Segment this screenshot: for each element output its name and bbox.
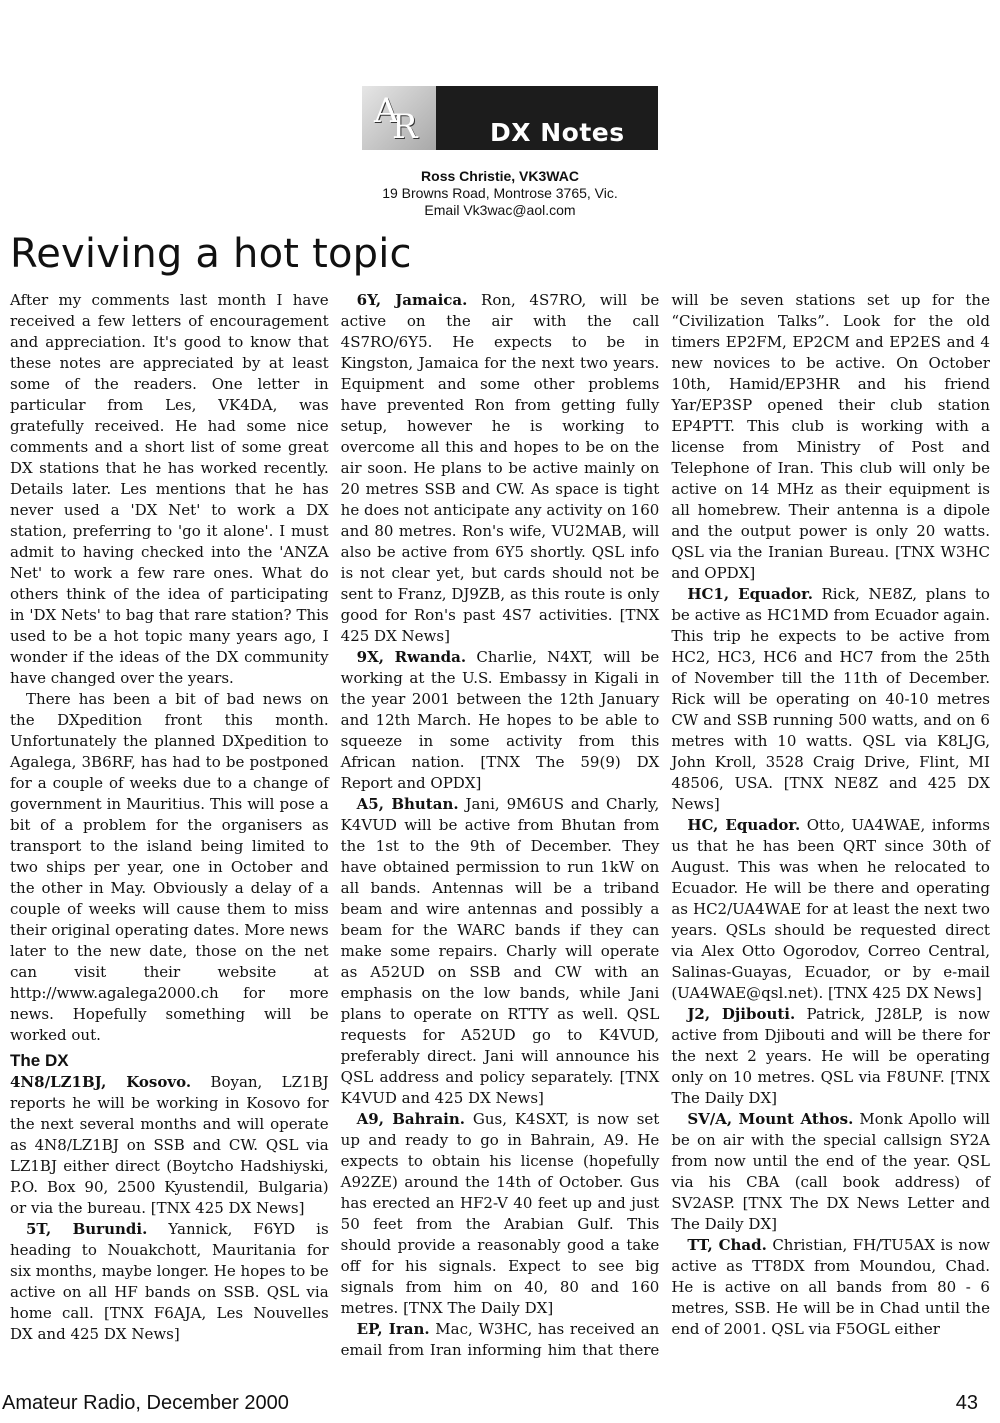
entry-text: Otto, UA4WAE, informs us that he has been QRT since 30th of August. This was when he relocated to Ecuador. He will be there and operating as HC2/UA4WAE for at least the next two years. QSLs should be requested direct via Alex Otto Ogorodov, Correo Central, Salinas-Guayas, Ecuador, or by e-mail (UA4WAE@qsl.net). [TNX 425 DX News] [671, 816, 990, 1002]
entry-lead: SV/A, Mount Athos. [687, 1110, 854, 1128]
dx-entry [10, 1219, 329, 1345]
dx-entry [341, 1109, 660, 1319]
entry-lead: 6Y, Jamaica. [356, 291, 468, 309]
entry-lead: A9, Bahrain. [356, 1110, 466, 1128]
dx-entry [671, 1109, 990, 1235]
entry-text: Mac, W3HC, has received an email from Iran informing him that there will be seven stations set up for the “Civilization Talks”. Look for the old timers EP2FM, EP2CM and EP2ES and 4 new novices to be active. On October 10th, Hamid/EP3HR and his friend Yar/EP3SP opened their club station EP4PTT. This club is working with a license from Ministry of Post and Telephone of Iran. This club will only be active on 14 MHz as their equipment is all homebrew. Their antenna is a dipole and the output power is only 20 watts. QSL via the Iranian Bureau. [TNX W3HC and OPDX] [340, 291, 990, 1359]
entry-text: Gus, K4SXT, is now set up and ready to go in Bahrain, A9. He expects to obtain his license (hopefully A92ZE) around the 14th of October. Gus has erected an HF2-V 40 feet up and just 50 feet from the Arabian Gulf. This should provide a reasonably good a take off for his signals. Expect to see big signals from him on 40, 80 and 160 metres. [TNX The Daily DX] [340, 1110, 660, 1317]
entry-text: Charlie, N4XT, will be working at the U.S. Embassy in Kigali in the year 2001 between the 12th January and 12th March. He hopes to be able to squeeze in some activity from this African nation. [TNX The 59(9) DX Report and OPDX] [340, 648, 660, 792]
author-block [330, 168, 670, 219]
section-title: DX Notes [490, 118, 625, 147]
page-number: 43 [955, 1392, 978, 1414]
entry-lead: 5T, Burundi. [26, 1220, 148, 1238]
intro-paragraph: There has been a bit of bad news on the DXpedition front this month. Unfortunately the planned DXpedition to Agalega, 3B6RF, has had to be postponed for a couple of weeks due to a change of government in Mauritius. This will pose a bit of a problem for the organisers as transport to the island being limited to two ships per year, one in October and the other in May. Obviously a delay of a couple of weeks will cause them to miss their original operating dates. More news later to the new date, those on the net can visit their website at http://www.agalega2000.ch for more news. Hopefully something will be worked out. [10, 690, 329, 1044]
entry-text: Yannick, F6YD is heading to Nouakchott, Mauritania for six months, maybe longer. He hopes to be active on all HF bands on SSB. QSL via home call. [TNX F6AJA, Les Nouvelles DX and 425 DX News] [10, 1220, 329, 1343]
dx-entry [341, 290, 660, 647]
author-address: 19 Browns Road, Montrose 3765, Vic. [382, 185, 618, 201]
entry-text: Jani, 9M6US and Charly, K4VUD will be active from Bhutan from the 1st to the 9th of December. They have obtained permission to run 1kW on all bands. Antennas will be a triband beam and wire antennas and possibly a beam for the WARC bands if they can make some repairs. Charly will operate as A52UD on SSB and CW with an emphasis on the low bands, while Jani plans to operate on RTTY as well. QSL requests for A52UD go to K4VUD, preferably direct. Jani will announce his QSL address and policy separately. [TNX K4VUD and 425 DX News] [340, 795, 660, 1107]
dx-entry [341, 647, 660, 794]
entry-lead: EP, Iran. [356, 1320, 430, 1338]
entry-text: Christian, FH/TU5AX is now active as TT8DX from Moundou, Chad. He is active on all bands from 80 - 6 metres, SSB. He will be in Chad until the end of 2001. QSL via F5OGL either [671, 1236, 990, 1338]
ar-logo [362, 86, 436, 150]
dx-entry [341, 794, 660, 1109]
entry-lead: A5, Bhutan. [356, 795, 459, 813]
author-name: Ross Christie, VK3WAC [421, 168, 579, 184]
entry-text: Monk Apollo will be on air with the special callsign SY2A from now until the end of the year. QSL via his CBA (call book address) of SV2ASP. [TNX The DX News Letter and The Daily DX] [671, 1110, 990, 1233]
logo-letter-r: R [392, 107, 418, 147]
entry-text: Boyan, LZ1BJ reports he will be working in Kosovo for the next several months and will operate as 4N8/LZ1BJ on SSB and CW. QSL via LZ1BJ either direct (Boytcho Hadshiyski, P.O. Box 90, 2500 Kyustendil, Bulgaria) or via the bureau. [TNX 425 DX News] [10, 1073, 329, 1217]
entry-lead: HC1, Equador. [687, 585, 813, 603]
logo-letter-a: A [374, 91, 399, 131]
entry-text: Patrick, J28LP, is now active from Djibouti and will be there for the next 2 years. He will be operating only on 10 metres. QSL via F8UNF. [TNX The Daily DX] [671, 1005, 990, 1107]
subheading-the-dx: The DX [10, 1051, 69, 1070]
author-email: Email Vk3wac@aol.com [424, 202, 576, 218]
article-body [10, 290, 990, 1380]
dx-entry [671, 1004, 990, 1109]
intro-paragraph: After my comments last month I have received a few letters of encouragement and appreciation. It's good to know that these notes are appreciated by at least some of the readers. One letter in particular from Les, VK4DA, was gratefully received. He had some nice comments and a short list of some great DX stations that he has worked recently. Details later. Les mentions that he has never used a 'DX Net' to work a DX station, preferring to 'go it alone'. I must admit to having checked into the 'ANZA Net' to work a few rare ones. What do others think of the idea of participating in 'DX Nets' to bag that rare station? This used to be a hot topic many years ago, I wonder if the ideas of the DX community have changed over the years. [10, 291, 329, 687]
entry-text: Ron, 4S7RO, will be active on the air with the call 4S7RO/6Y5. He expects to be in Kingston, Jamaica for the next two years. Equipment and some other problems have prevented Ron from getting fully setup, however he is working to overcome all this and hopes to be on the air soon. He plans to be active mainly on 20 metres SSB and CW. As space is tight he does not anticipate any activity on 160 and 80 metres. Ron's wife, VU2MAB, will also be active from 6Y5 shortly. QSL info is not clear yet, but cards should not be sent to Franz, DJ9ZB, as this route is only good for Ron's past 4S7 activities. [TNX 425 DX News] [340, 291, 660, 645]
page-footer [0, 1390, 1000, 1420]
entry-text: Rick, NE8Z, plans to be active as HC1MD from Ecuador again. This trip he expects to be active from HC2, HC3, HC6 and HC7 from the 25th of November till the 11th of December. Rick will be operating on 40-10 metres CW and SSB running 500 watts, and on 6 metres with 10 watts. QSL via K8LJG, John Kroll, 3528 Craig Drive, Flint, MI 48506, USA. [TNX NE8Z and 425 DX News] [671, 585, 990, 813]
entry-lead: TT, Chad. [687, 1236, 767, 1254]
article-headline: Reviving a hot topic [10, 231, 412, 277]
dx-entry [10, 1072, 329, 1219]
dx-entry [671, 815, 990, 1004]
entry-lead: 4N8/LZ1BJ, Kosovo. [10, 1073, 192, 1091]
entry-lead: J2, Djibouti. [687, 1005, 796, 1023]
entry-lead: HC, Equador. [687, 816, 801, 834]
entry-lead: 9X, Rwanda. [356, 648, 467, 666]
dx-entry [671, 584, 990, 815]
section-banner [362, 86, 658, 150]
publication-info: Amateur Radio, December 2000 [2, 1392, 289, 1414]
dx-entry [671, 1235, 990, 1340]
